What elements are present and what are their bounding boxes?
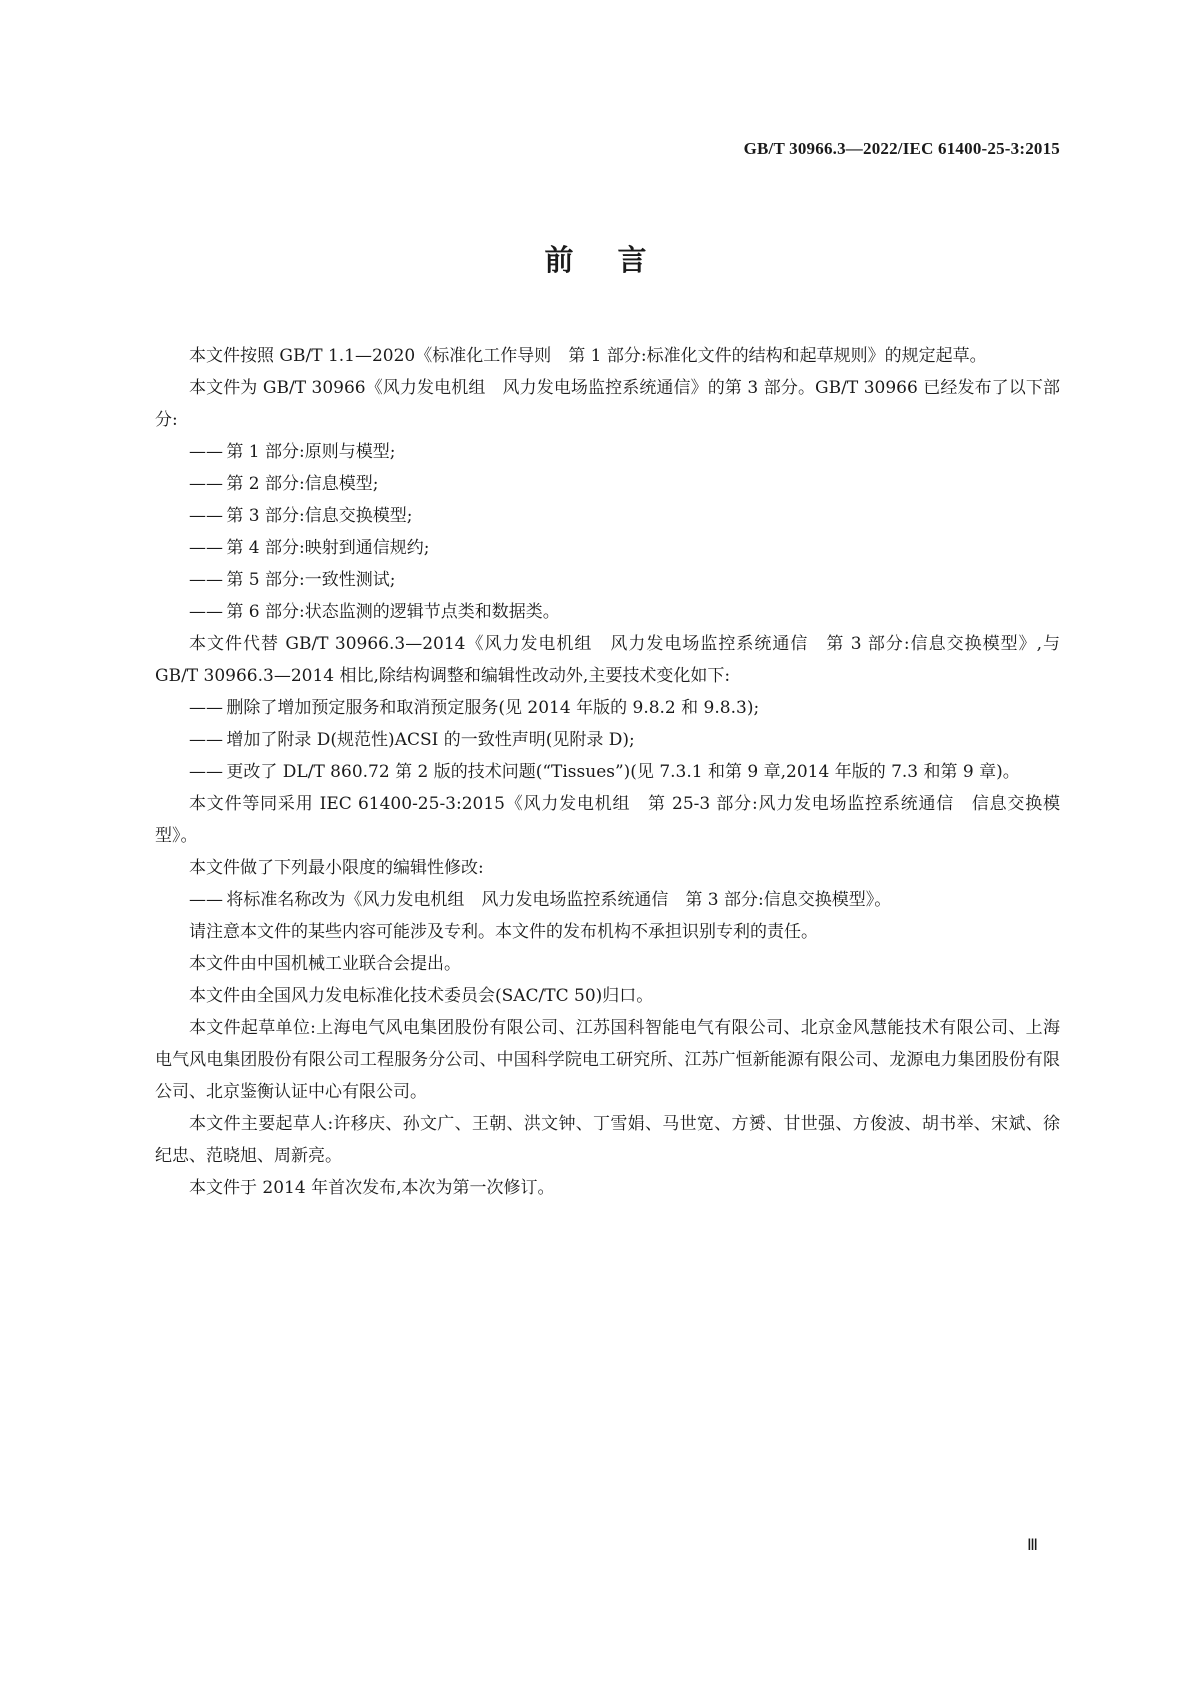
standard-number-header: GB/T 30966.3—2022/IEC 61400-25-3:2015 [743,139,1060,158]
paragraph: 本文件按照 GB/T 1.1—2020《标准化工作导则 第 1 部分:标准化文件的结构和起草规则》的规定起草。 [189,346,987,366]
dash-marker: —— [189,570,223,590]
dash-marker: —— [189,762,223,782]
page-number: Ⅲ [1026,1537,1038,1554]
list-item-text: 更改了 DL/T 860.72 第 2 版的技术问题(“Tissues”)(见 7.3.1 和第 9 章,2014 年版的 7.3 和第 9 章)。 [226,762,1020,782]
paragraph: 本文件起草单位:上海电气风电集团股份有限公司、江苏国科智能电气有限公司、北京金风慧能技术有限公司、上海电气风电集团股份有限公司工程服务分公司、中国科学院电工研究所、江苏广恒新能源有限公司、龙源电力集团股份有限公司、北京鉴衡认证中心有限公司。 [155,1018,1060,1102]
list-item [155,436,1060,468]
list-item [155,468,1060,500]
list-item-text: 第 1 部分:原则与模型; [226,442,396,462]
list-item [155,500,1060,532]
list-item [155,532,1060,564]
list-item-text: 增加了附录 D(规范性)ACSI 的一致性声明(见附录 D); [226,730,635,750]
list-item [155,596,1060,628]
list-item-text: 第 3 部分:信息交换模型; [226,506,413,526]
list-item [155,564,1060,596]
paragraph: 本文件由全国风力发电标准化技术委员会(SAC/TC 50)归口。 [189,986,654,1006]
paragraph: 本文件由中国机械工业联合会提出。 [189,954,461,974]
dash-marker: —— [189,538,223,558]
page-title: 前言 [544,243,691,277]
list-item-text: 第 2 部分:信息模型; [226,474,379,494]
paragraph: 本文件代替 GB/T 30966.3—2014《风力发电机组 风力发电场监控系统通信 第 3 部分:信息交换模型》,与 GB/T 30966.3—2014 相比,除结构调整和编辑性改动外,主要技术变化如下: [155,634,1060,686]
foreword-body [155,340,1060,1204]
list-item-text: 删除了增加预定服务和取消预定服务(见 2014 年版的 9.8.2 和 9.8.3); [226,698,760,718]
list-item-text: 第 5 部分:一致性测试; [226,570,396,590]
paragraph: 本文件等同采用 IEC 61400-25-3:2015《风力发电机组 第 25-3 部分:风力发电场监控系统通信 信息交换模型》。 [155,794,1060,846]
list-item-text: 第 6 部分:状态监测的逻辑节点类和数据类。 [226,602,560,622]
dash-marker: —— [189,506,223,526]
paragraph: 本文件做了下列最小限度的编辑性修改: [189,858,484,878]
paragraph: 本文件于 2014 年首次发布,本次为第一次修订。 [189,1178,555,1198]
paragraph: 请注意本文件的某些内容可能涉及专利。本文件的发布机构不承担识别专利的责任。 [189,922,818,942]
list-item [155,724,1060,756]
list-item [155,884,1060,916]
list-item [155,756,1060,788]
dash-marker: —— [189,890,223,910]
dash-marker: —— [189,474,223,494]
list-item [155,692,1060,724]
paragraph: 本文件为 GB/T 30966《风力发电机组 风力发电场监控系统通信》的第 3 部分。GB/T 30966 已经发布了以下部分: [155,378,1060,430]
paragraph: 本文件主要起草人:许移庆、孙文广、王朝、洪文钟、丁雪娟、马世宽、方赟、甘世强、方俊波、胡书举、宋斌、徐纪忠、范晓旭、周新亮。 [155,1114,1060,1166]
dash-marker: —— [189,698,223,718]
list-item-text: 将标准名称改为《风力发电机组 风力发电场监控系统通信 第 3 部分:信息交换模型》。 [226,890,892,910]
dash-marker: —— [189,442,223,462]
list-item-text: 第 4 部分:映射到通信规约; [226,538,430,558]
dash-marker: —— [189,602,223,622]
dash-marker: —— [189,730,223,750]
